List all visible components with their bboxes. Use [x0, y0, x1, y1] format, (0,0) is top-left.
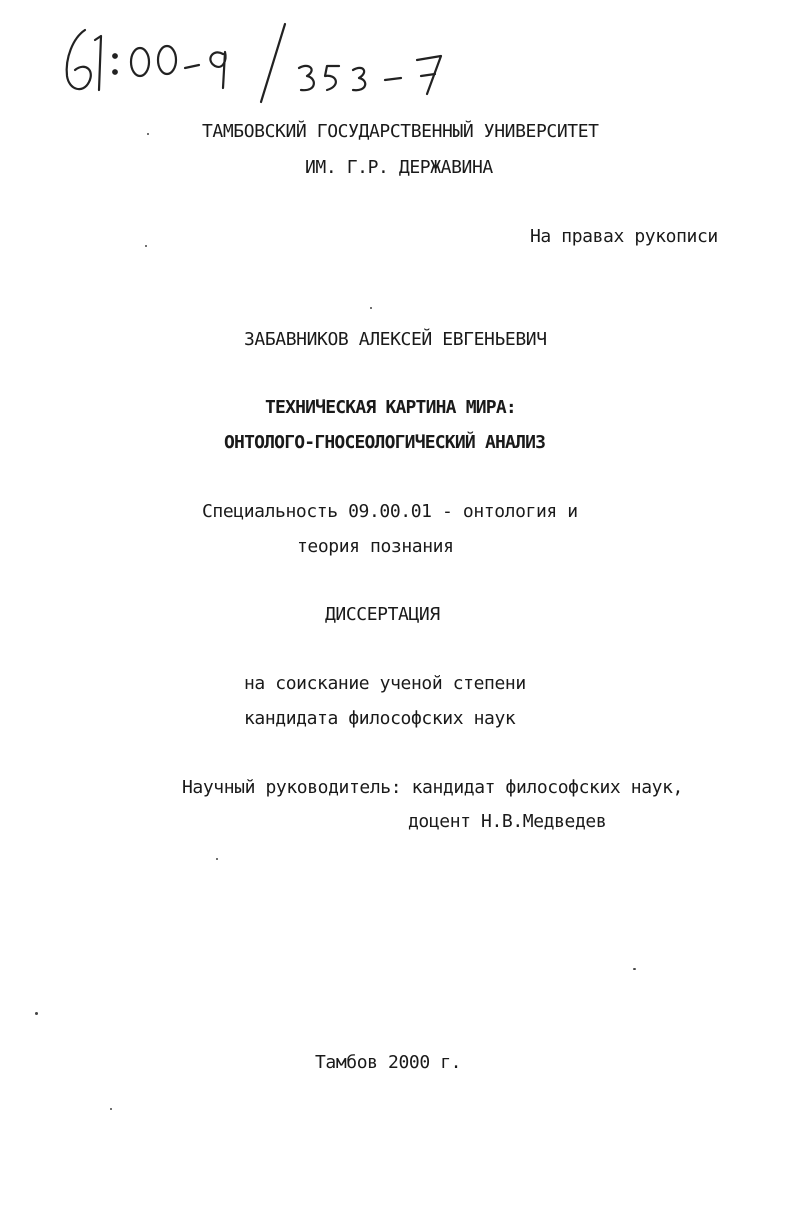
- scan-speck: [216, 858, 218, 860]
- scan-speck: [147, 133, 149, 135]
- dissertation-title-line2: ОНТОЛОГО-ГНОСЕОЛОГИЧЕСКИЙ АНАЛИЗ: [224, 432, 546, 453]
- dissertation-title-line1: ТЕХНИЧЕСКАЯ КАРТИНА МИРА:: [265, 397, 516, 418]
- university-name-line2: ИМ. Г.Р. ДЕРЖАВИНА: [305, 157, 493, 178]
- handwritten-archive-mark: [55, 18, 475, 108]
- place-and-year: Тамбов 2000 г.: [315, 1052, 462, 1073]
- scan-speck: [35, 1012, 38, 1015]
- scan-speck: [633, 968, 636, 970]
- degree-line2: кандидата философских наук: [244, 708, 516, 729]
- author-name: ЗАБАВНИКОВ АЛЕКСЕЙ ЕВГЕНЬЕВИЧ: [244, 329, 547, 350]
- supervisor-line2: доцент Н.В.Медведев: [408, 811, 607, 832]
- scan-speck: [110, 1108, 112, 1110]
- scan-speck: [370, 307, 372, 309]
- supervisor-line1: Научный руководитель: кандидат философских наук,: [182, 777, 683, 798]
- manuscript-rights-note: На правах рукописи: [530, 226, 718, 247]
- degree-line1: на соискание ученой степени: [244, 673, 526, 694]
- specialty-line1: Специальность 09.00.01 - онтология и: [202, 501, 578, 522]
- specialty-line2: теория познания: [297, 536, 454, 557]
- document-type: ДИССЕРТАЦИЯ: [325, 604, 440, 625]
- scan-speck: [145, 245, 147, 247]
- university-name-line1: ТАМБОВСКИЙ ГОСУДАРСТВЕННЫЙ УНИВЕРСИТЕТ: [202, 121, 599, 142]
